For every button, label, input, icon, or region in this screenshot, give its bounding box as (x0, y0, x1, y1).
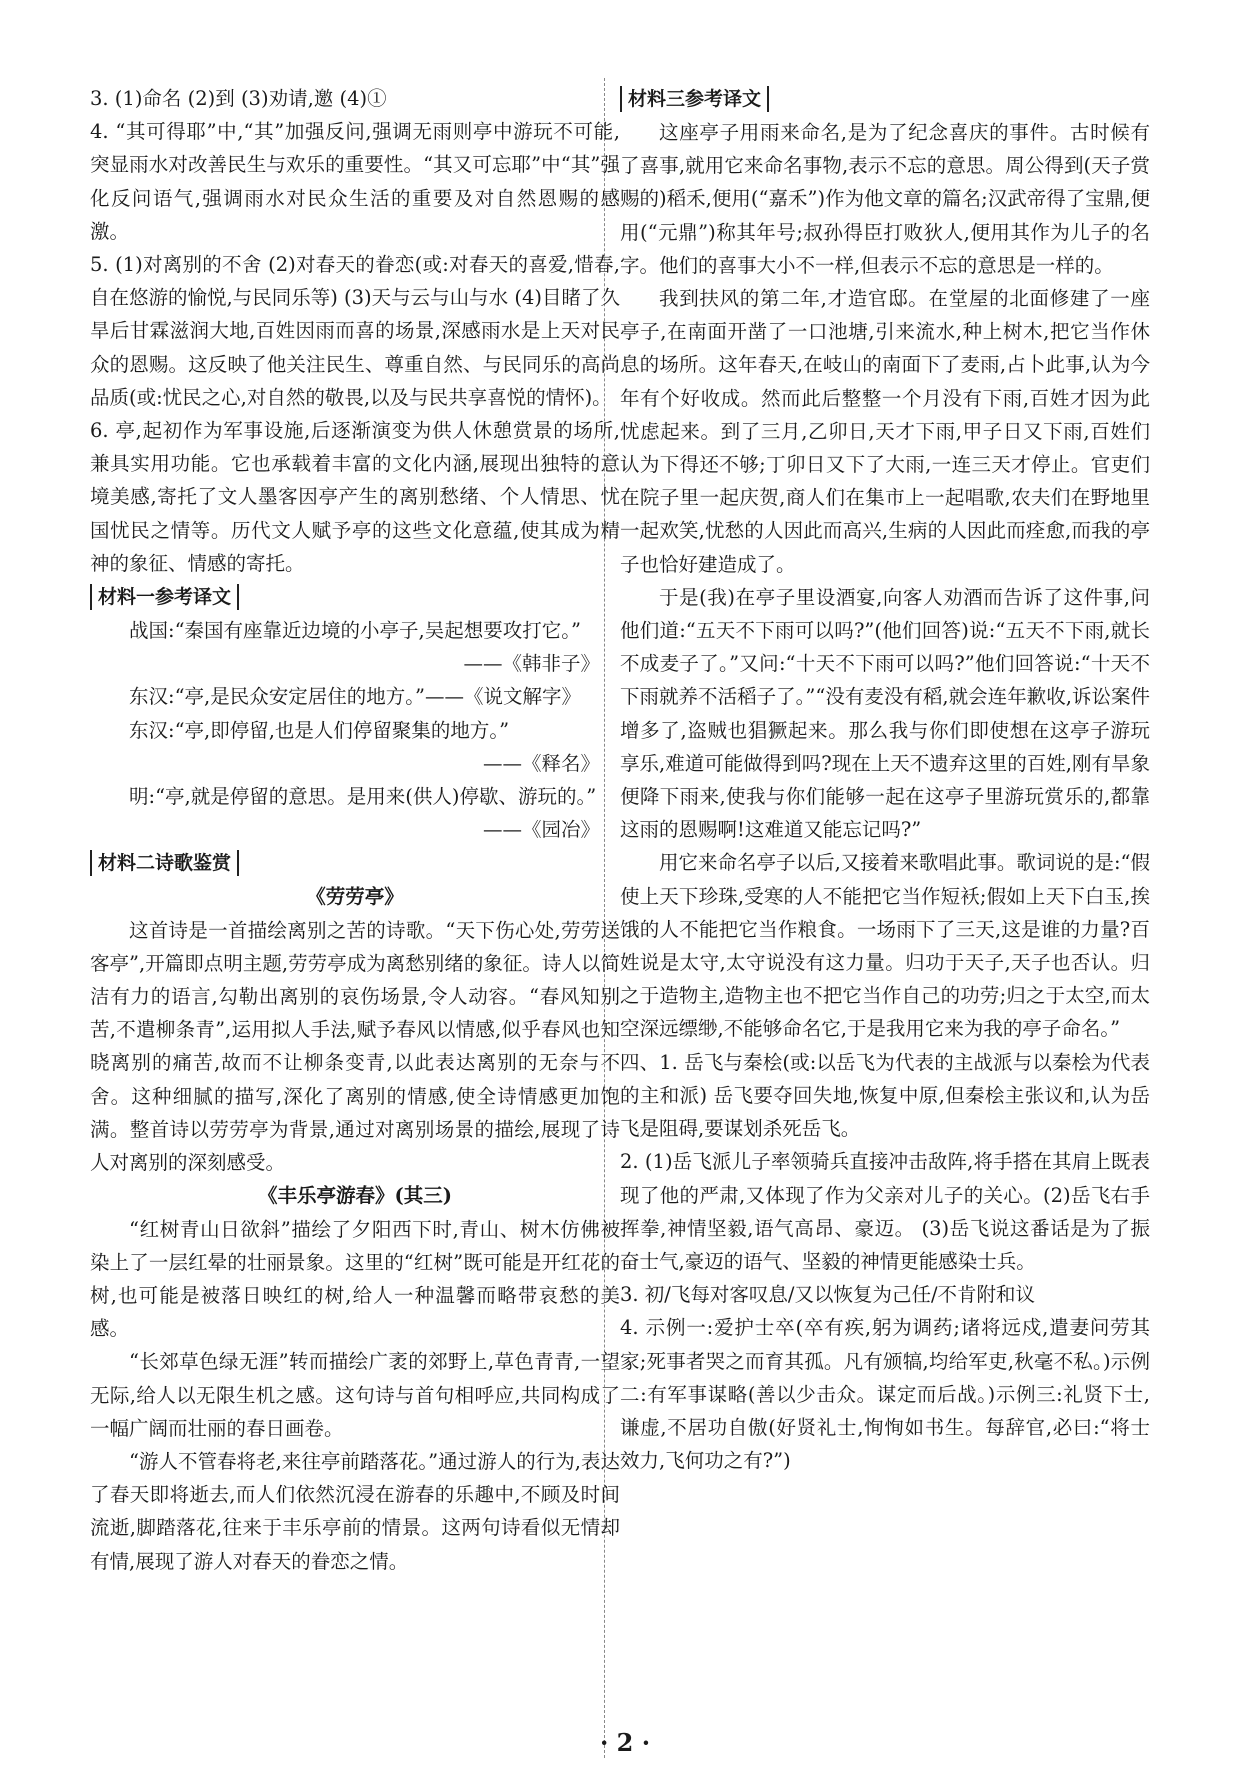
section-4-answer-1: 四、1. 岳飞与秦桧(或:以岳飞为代表的主战派与以秦桧为代表的主和派) 岳飞要夺回失地,恢复中原,但秦桧主张议和,认为岳飞是阻碍,要谋划杀死岳飞。 (620, 1050, 1150, 1141)
right-column (620, 82, 1150, 1477)
section-4-answer-3: 3. 初/飞每对客叹息/又以恢复为己任/不肯附和议 (620, 1283, 1036, 1307)
material-1-source-3: ——《释名》 (482, 751, 600, 775)
section-4-answer-4: 4. 示例一:爱护士卒(卒有疾,躬为调药;诸将远戍,遣妻问劳其家;死事者哭之而育其孤。凡有颁犒,均给军吏,秋毫不私。)示例二:有军事谋略(善以少击众。谋定而后战。)示例三:礼贤下士,谦虚,不居功自傲(好贤礼士,恂恂如书生。每辞官,必曰:“将士效力,飞何功之有?”) (620, 1316, 1150, 1473)
material-1-line-2: 东汉:“亭,是民众安定居住的地方。”——《说文解字》 (129, 685, 581, 709)
section-4-answer-2: 2. (1)岳飞派儿子率领骑兵直接冲击敌阵,将手搭在其肩上既表现了他的严肃,又体现了作为父亲对儿子的关心。(2)岳飞右手挥拳,神情坚毅,语气高昂、豪迈。 (3)岳飞说这番话是为了振奋士气,豪迈的语气、坚毅的神情更能感染士兵。 (620, 1150, 1150, 1273)
material-1-line-4: 明:“亭,就是停留的意思。是用来(供人)停歇、游玩的。” (129, 785, 597, 809)
poem-2-paragraph-1: “红树青山日欲斜”描绘了夕阳西下时,青山、树木仿佛被染上了一层红晕的壮丽景象。这里的“红树”既可能是开红花的树,也可能是被落日映红的树,给人一种温馨而略带哀愁的美感。 (90, 1217, 620, 1341)
material-3-paragraph-1: 这座亭子用雨来命名,是为了纪念喜庆的事件。古时候有了喜事,就用它来命名事物,表示不忘的意思。周公得到(天子赏赐的)稻禾,便用(“嘉禾”)作为他文章的篇名;汉武帝得了宝鼎,便用(“元鼎”)称其年号;叔孙得臣打败狄人,便用其作为儿子的名字。他们的喜事大小不一样,但表示不忘的意思是一样的。 (620, 121, 1150, 277)
poem-2-paragraph-2: “长郊草色绿无涯”转而描绘广袤的郊野上,草色青青,一望无际,给人以无限生机之感。这句诗与首句相呼应,共同构成了一幅广阔而壮丽的春日画卷。 (90, 1350, 620, 1440)
material-1-line-3: 东汉:“亭,即停留,也是人们停留聚集的地方。” (129, 718, 510, 742)
answer-3: 3. (1)命名 (2)到 (3)劝请,邀 (4)① (90, 87, 387, 110)
material-1-line-1: 战国:“秦国有座靠近边境的小亭子,吴起想要攻打它。” (129, 619, 581, 643)
left-column (90, 82, 620, 1578)
page-number: · 2 · (599, 1728, 651, 1757)
answer-5: 5. (1)对离别的不舍 (2)对春天的眷恋(或:对春天的喜爱,惜春,自在悠游的愉悦,与民同乐等) (3)天与云与山与水 (4)目睹了久旱后甘霖滋润大地,百姓因雨而喜的场景,深感雨水是上天对民众的恩赐。这反映了他关注民生、尊重自然、与民同乐的高尚品质(或:忧民之心,对自然的敬畏,以及与民共享喜悦的情怀)。 (90, 253, 620, 409)
material-3-paragraph-2: 我到扶风的第二年,才造官邸。在堂屋的北面修建了一座亭子,在南面开凿了一口池塘,引来流水,种上树木,把它当作休息的场所。这年春天,在岐山的南面下了麦雨,占卜此事,认为今年有个好收成。然而此后整整一个月没有下雨,百姓才因为此忧虑起来。到了三月,乙卯日,天才下雨,甲子日又下雨,百姓们认为下得还不够;丁卯日又下了大雨,一连三天才停止。官吏们在院子里一起庆贺,商人们在集市上一起唱歌,农夫们在野地里一起欢笑,忧愁的人因此而高兴,生病的人因此而痊愈,而我的亭子也恰好建造成了。 (620, 287, 1150, 576)
poem-1-title: 《劳劳亭》 (306, 885, 404, 909)
material-3-paragraph-3: 于是(我)在亭子里设酒宴,向客人劝酒而告诉了这件事,问他们道:“五天不下雨可以吗?”(他们回答)说:“五天不下雨,就长不成麦子了。”又问:“十天不下雨可以吗?”他们回答说:“十天不下雨就养不活稻子了。”“没有麦没有稻,就会连年歉收,诉讼案件增多了,盗贼也猖獗起来。那么我与你们即使想在这亭子游玩享乐,难道可能做得到吗?现在上天不遗弃这里的百姓,刚有旱象便降下雨来,使我与你们能够一起在这亭子里游玩赏乐的,都靠这雨的恩赐啊!这难道又能忘记吗?” (620, 585, 1150, 842)
answer-6: 6. 亭,起初作为军事设施,后逐渐演变为供人休憩赏景的场所,兼具实用功能。它也承载着丰富的文化内涵,展现出独特的意境美感,寄托了文人墨客因亭产生的离别愁绪、个人情思、忧国忧民之情等。历代文人赋予亭的这些文化意蕴,使其成为精神的象征、情感的寄托。 (90, 419, 620, 575)
material-1-source-1: ——《韩非子》 (463, 652, 600, 676)
material-3-header: 材料三参考译文 (620, 86, 769, 112)
material-1-source-4: ——《园冶》 (482, 818, 600, 842)
poem-1-analysis: 这首诗是一首描绘离别之苦的诗歌。“天下伤心处,劳劳送客亭”,开篇即点明主题,劳劳亭成为离愁别绪的象征。诗人以简洁有力的语言,勾勒出离别的哀伤场景,令人动容。“春风知别苦,不遣柳条青”,运用拟人手法,赋予春风以情感,似乎春风也知晓离别的痛苦,故而不让柳条变青,以此表达离别的无奈与不舍。这种细腻的描写,深化了离别的情感,使全诗情感更加饱满。整首诗以劳劳亭为背景,通过对离别场景的描绘,展现了诗人对离别的深刻感受。 (90, 918, 620, 1175)
poem-2-paragraph-3: “游人不管春将老,来往亭前踏落花。”通过游人的行为,表达了春天即将逝去,而人们依然沉浸在游春的乐趣中,不顾及时间流逝,脚踏落花,往来于丰乐亭前的情景。这两句诗看似无情却有情,展现了游人对春天的眷恋之情。 (90, 1449, 620, 1573)
poem-2-title: 《丰乐亭游春》(其三) (258, 1184, 452, 1208)
material-2-header: 材料二诗歌鉴赏 (90, 850, 239, 876)
answer-4: 4. “其可得耶”中,“其”加强反问,强调无雨则亭中游玩不可能,突显雨水对改善民生与欢乐的重要性。“其又可忘耶”中“其”强化反问语气,强调雨水对民众生活的重要及对自然恩赐的感激。 (90, 120, 620, 243)
material-3-paragraph-4: 用它来命名亭子以后,又接着来歌唱此事。歌词说的是:“假使上天下珍珠,受寒的人不能把它当作短袄;假如上天下白玉,挨饿的人不能把它当作粮食。一场雨下了三天,这是谁的力量?百姓说是太守,太守说没有这力量。归功于天子,天子也否认。归之于造物主,造物主也不把它当作自己的功劳;归之于太空,而太空深远缥缈,不能够命名它,于是我用它来为我的亭子命名。” (620, 851, 1150, 1041)
material-1-header: 材料一参考译文 (90, 584, 239, 610)
